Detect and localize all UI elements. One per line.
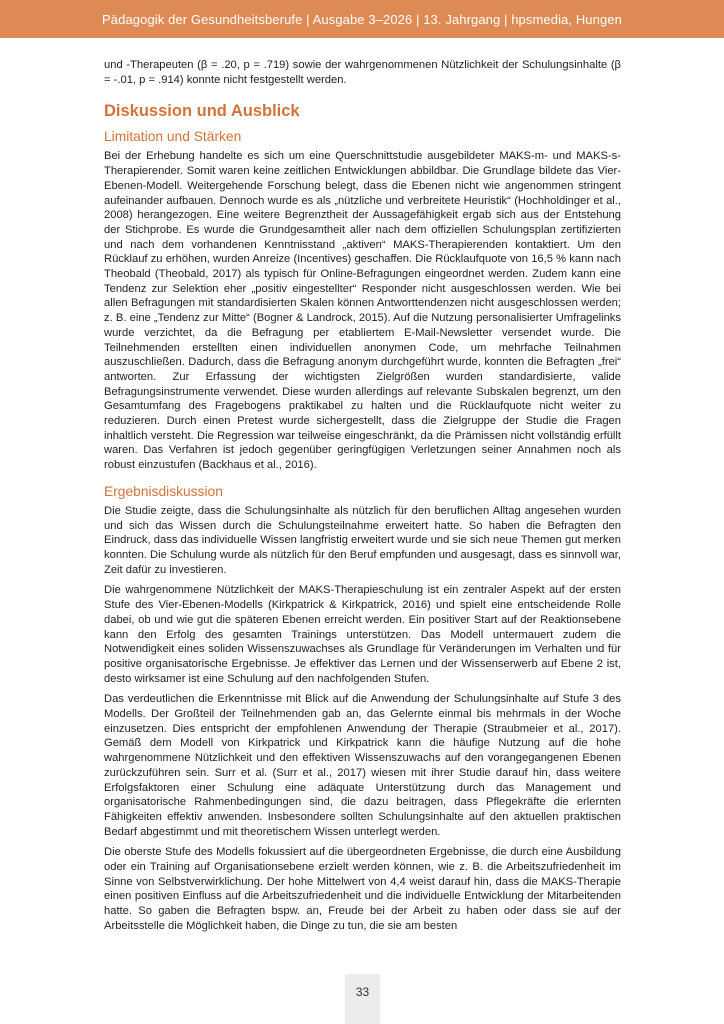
paragraph-results-2: Die wahrgenommene Nützlichkeit der MAKS-Therapieschulung ist ein zentraler Aspekt auf der ersten Stufe des Vier-Ebenen-Modells (Kirkpatrick & Kirkpatrick, 2016) und spielt eine entscheidende Rolle dabei, ob und wie gut die späteren Ebenen erreicht werden. Ein positiver Start auf der Reaktionsebene kann den Erfolg des gesamten Trainings unterstützen. Das Modell untermauert zudem die Notwendigkeit eines soliden Wissenszuwachses als Grundlage für Veränderungen im Verhalten und für positive organisatorische Ergebnisse. Je effektiver das Lernen und der Wissenserwerb auf Ebene 2 ist, desto wirksamer ist eine Schulung auf den nachfolgenden Stufen. [104,584,621,685]
page-number-box [345,974,380,1024]
paragraph-results-1: Die Studie zeigte, dass die Schulungsinhalte als nützlich für den beruflichen Alltag angesehen wurden und sich das Wissen durch die Schulungsteilnahme erweitert hatte. So haben die Befragten den Eindruck, dass das individuelle Wissen langfristig erweitert wurde und sie sich neue Themen gut merken konnten. Die Schulung wurde als nützlich für den Beruf empfunden und ausgesagt, dass es sinnvoll war, Zeit dafür zu investieren. [104,504,621,576]
paragraph-results-4: Die oberste Stufe des Modells fokussiert auf die übergeordneten Ergebnisse, die durch eine Ausbildung oder ein Training auf Organisationsebene erzielt werden können, wie z. B. die Arbeitszufriedenheit im Sinne von Selbstverwirklichung. Der hohe Mittelwert von 4,4 weist darauf hin, dass die MAKS-Therapie einen positiven Einfluss auf die Arbeitszufriedenheit und die individuelle Entwicklung der Mitarbeitenden hatte. So gaben die Befragten bspw. an, Freude bei der Arbeit zu haben oder dass sie auf der Arbeitsstelle die Möglichkeit haben, die Dinge zu tun, die sie am besten [104,846,621,932]
section-title: Diskussion und Ausblick [104,102,300,121]
journal-header-bar [0,0,724,38]
subsection-title-results-discussion: Ergebnisdiskussion [104,483,223,499]
paragraph-limitations: Bei der Erhebung handelte es sich um eine Querschnittstudie ausgebildeter MAKS-m- und MAKS-s-Therapierender. Somit waren keine zeitlichen Entwicklungen abbildbar. Die Grundlage bildete das Vier-Ebenen-Modell. Weitergehende Forschung belegt, dass die Ebenen nicht wie angenommen stringent aufeinander aufbauen. Dennoch wurde es als „nützliche und verbreitete Heuristik“ (Hochholdinger et al., 2008) herangezogen. Eine weitere Begrenztheit der Aussagefähigkeit ergab sich aus der Entstehung der Stichprobe. Es wurde die Grundgesamtheit aller nach dem offiziellen Schulungsplan zertifizierten und nach dem vorhandenen Kenntnisstand „aktiven“ MAKS-Therapierenden kontaktiert. Um den Rücklauf zu erhöhen, wurden Anreize (Incentives) geschaffen. Die Rücklaufquote von 16,5 % kann nach Theobald (Theobald, 2017) als typisch für Online-Befragungen eingeordnet werden. Zudem kann eine Tendenz zur Selektion eher „positiv eingestellter“ Responder nicht ausgeschlossen werden. Wie bei allen Befragungen mit standardisierten Skalen können Antworttendenzen nicht ausgeschlossen werden; z. B. eine „Tendenz zur Mitte“ (Bogner & Landrock, 2015). Auf die Nutzung personalisierter Umfragelinks wurde verzichtet, da die Befragung per etabliertem E-Mail-Newsletter versendet wurde. Die Teilnehmenden erstellten einen individuellen anonymen Code, um mehrfache Teilnahmen auszuschließen. Dadurch, dass die Befragung anonym durchgeführt wurde, konnten die Befragten „frei“ antworten. Zur Erfassung der wichtigsten Zielgrößen wurden standardisierte, valide Befragungsinstrumente verwendet. Diese wurden allerdings auf relevante Subskalen begrenzt, um den Gesamtumfang des Fragebogens praktikabel zu halten und die Rücklaufquote nicht weiter zu reduzieren. Durch einen Pretest wurde sichergestellt, dass die Zielgruppe der Studie die Fragen inhaltlich versteht. Die Regression war teilweise eingeschränkt, da die Prämissen nicht vollständig erfüllt waren. Das Verfahren ist jedoch gegenüber geringfügigen Verletzungen seiner Annahmen noch als robust einzustufen (Backhaus et al., 2016). [104,150,621,472]
paragraph-results-3: Das verdeutlichen die Erkenntnisse mit Blick auf die Anwendung der Schulungsinhalte auf Stufe 3 des Modells. Der Großteil der Teilnehmenden gab an, das Gelernte einmal bis mehrmals in der Woche einzusetzen. Dies entspricht der empfohlenen Anwendung der Therapie (Straubmeier et al., 2017). Gemäß dem Modell von Kirkpatrick und Kirkpatrick kann die häufige Nutzung auf die hohe wahrgenommene Nützlichkeit und den effektiven Wissenszuwachs auf den vorangegangenen Ebenen zurückzuführen sein. Surr et al. (Surr et al., 2017) wiesen mit ihrer Studie darauf hin, dass weitere Erfolgsfaktoren einer Schulung eine adäquate Unterstützung durch das Management und organisatorische Rahmenbedingungen sind, die dazu beitragen, dass Pflegekräfte die erlernten Fähigkeiten effektiv anwenden. Insbesondere sollten Schulungsinhalte auf den aktuellen praktischen Bedarf abgestimmt und mit theoretischem Wissen unterlegt werden. [104,693,621,838]
page-number: 33 [355,985,370,999]
intro-paragraph: und -Therapeuten (β = .20, p = .719) sowie der wahrgenommenen Nützlichkeit der Schulungsinhalte (β = -.01, p = .914) konnte nicht festgestellt werden. [104,59,621,86]
page-body [104,58,621,934]
journal-header-text: Pädagogik der Gesundheitsberufe | Ausgabe 3–2026 | 13. Jahrgang | hpsmedia, Hungen [102,11,622,27]
subsection-title-limitations: Limitation und Stärken [104,129,242,145]
